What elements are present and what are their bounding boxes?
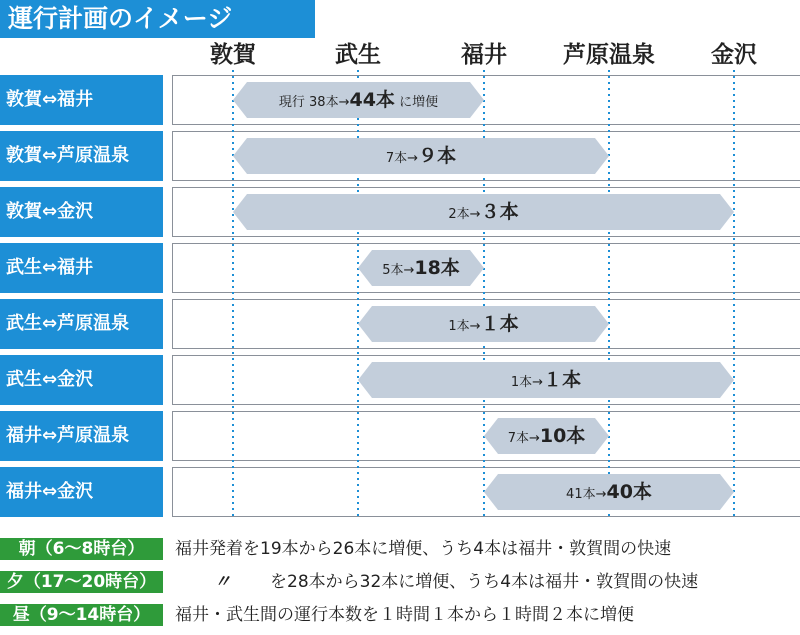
bar-text-before: 41本→	[566, 487, 607, 502]
bar-text-after: １本	[543, 369, 582, 391]
route-bar-text	[233, 138, 609, 174]
station-label: 敦賀	[210, 42, 256, 68]
time-note-text	[175, 571, 698, 593]
ditto-mark: 〃	[214, 572, 231, 592]
route-bar-text	[358, 306, 609, 342]
station-label: 福井	[461, 42, 507, 68]
station-label: 芦原温泉	[563, 42, 655, 68]
time-note-row	[0, 604, 800, 626]
bar-text-before: 5本→	[382, 263, 415, 278]
route-bar-text	[233, 82, 484, 118]
bar-text-after: 18本	[414, 257, 460, 279]
time-note-label: 昼（9～14時台）	[0, 604, 163, 626]
route-label: 武生⇔福井	[0, 243, 163, 293]
time-note-label: 夕（17～20時台）	[0, 571, 163, 593]
time-note-body: 福井・武生間の運行本数を１時間１本から１時間２本に増便	[175, 605, 634, 625]
route-bar-text	[484, 418, 609, 454]
time-note-label: 朝（6～8時台）	[0, 538, 163, 560]
route-bar-text	[358, 250, 484, 286]
time-note-text	[175, 604, 634, 626]
station-label: 武生	[335, 42, 381, 68]
bar-text-before: 7本→	[385, 151, 419, 166]
bar-text-before: 2本→	[448, 207, 481, 222]
bar-text-before: 7本→	[507, 431, 540, 446]
bar-text-before: 1本→	[448, 319, 481, 334]
route-label: 敦賀⇔福井	[0, 75, 163, 125]
time-note-row	[0, 571, 800, 593]
bar-text-after: 40本	[606, 481, 652, 503]
route-bar-text	[484, 474, 734, 510]
bar-text-after: 10本	[539, 425, 586, 447]
bar-text-before: 1本→	[510, 375, 544, 390]
station-label: 金沢	[711, 42, 757, 68]
route-label: 福井⇔芦原温泉	[0, 411, 163, 461]
bar-text-after: １本	[480, 313, 519, 335]
time-note-row	[0, 538, 800, 560]
route-label: 敦賀⇔芦原温泉	[0, 131, 163, 181]
time-note-body: 福井発着を19本から26本に増便、うち4本は福井・敦賀間の快速	[175, 539, 672, 559]
route-label: 武生⇔芦原温泉	[0, 299, 163, 349]
diagram-title: 運行計画のイメージ	[0, 0, 315, 38]
time-note-text	[175, 538, 671, 560]
bar-text-after: 44本	[349, 89, 395, 111]
time-note-body: を28本から32本に増便、うち4本は福井・敦賀間の快速	[270, 572, 699, 592]
route-bar-text	[233, 194, 734, 230]
bar-text-suffix: に増便	[394, 95, 439, 110]
bar-text-after: ９本	[418, 145, 457, 167]
route-label: 福井⇔金沢	[0, 467, 163, 517]
route-bar-text	[358, 362, 734, 398]
bar-text-after: ３本	[480, 201, 519, 223]
bar-text-before: 現行 38本→	[278, 95, 350, 110]
route-label: 武生⇔金沢	[0, 355, 163, 405]
route-label: 敦賀⇔金沢	[0, 187, 163, 237]
